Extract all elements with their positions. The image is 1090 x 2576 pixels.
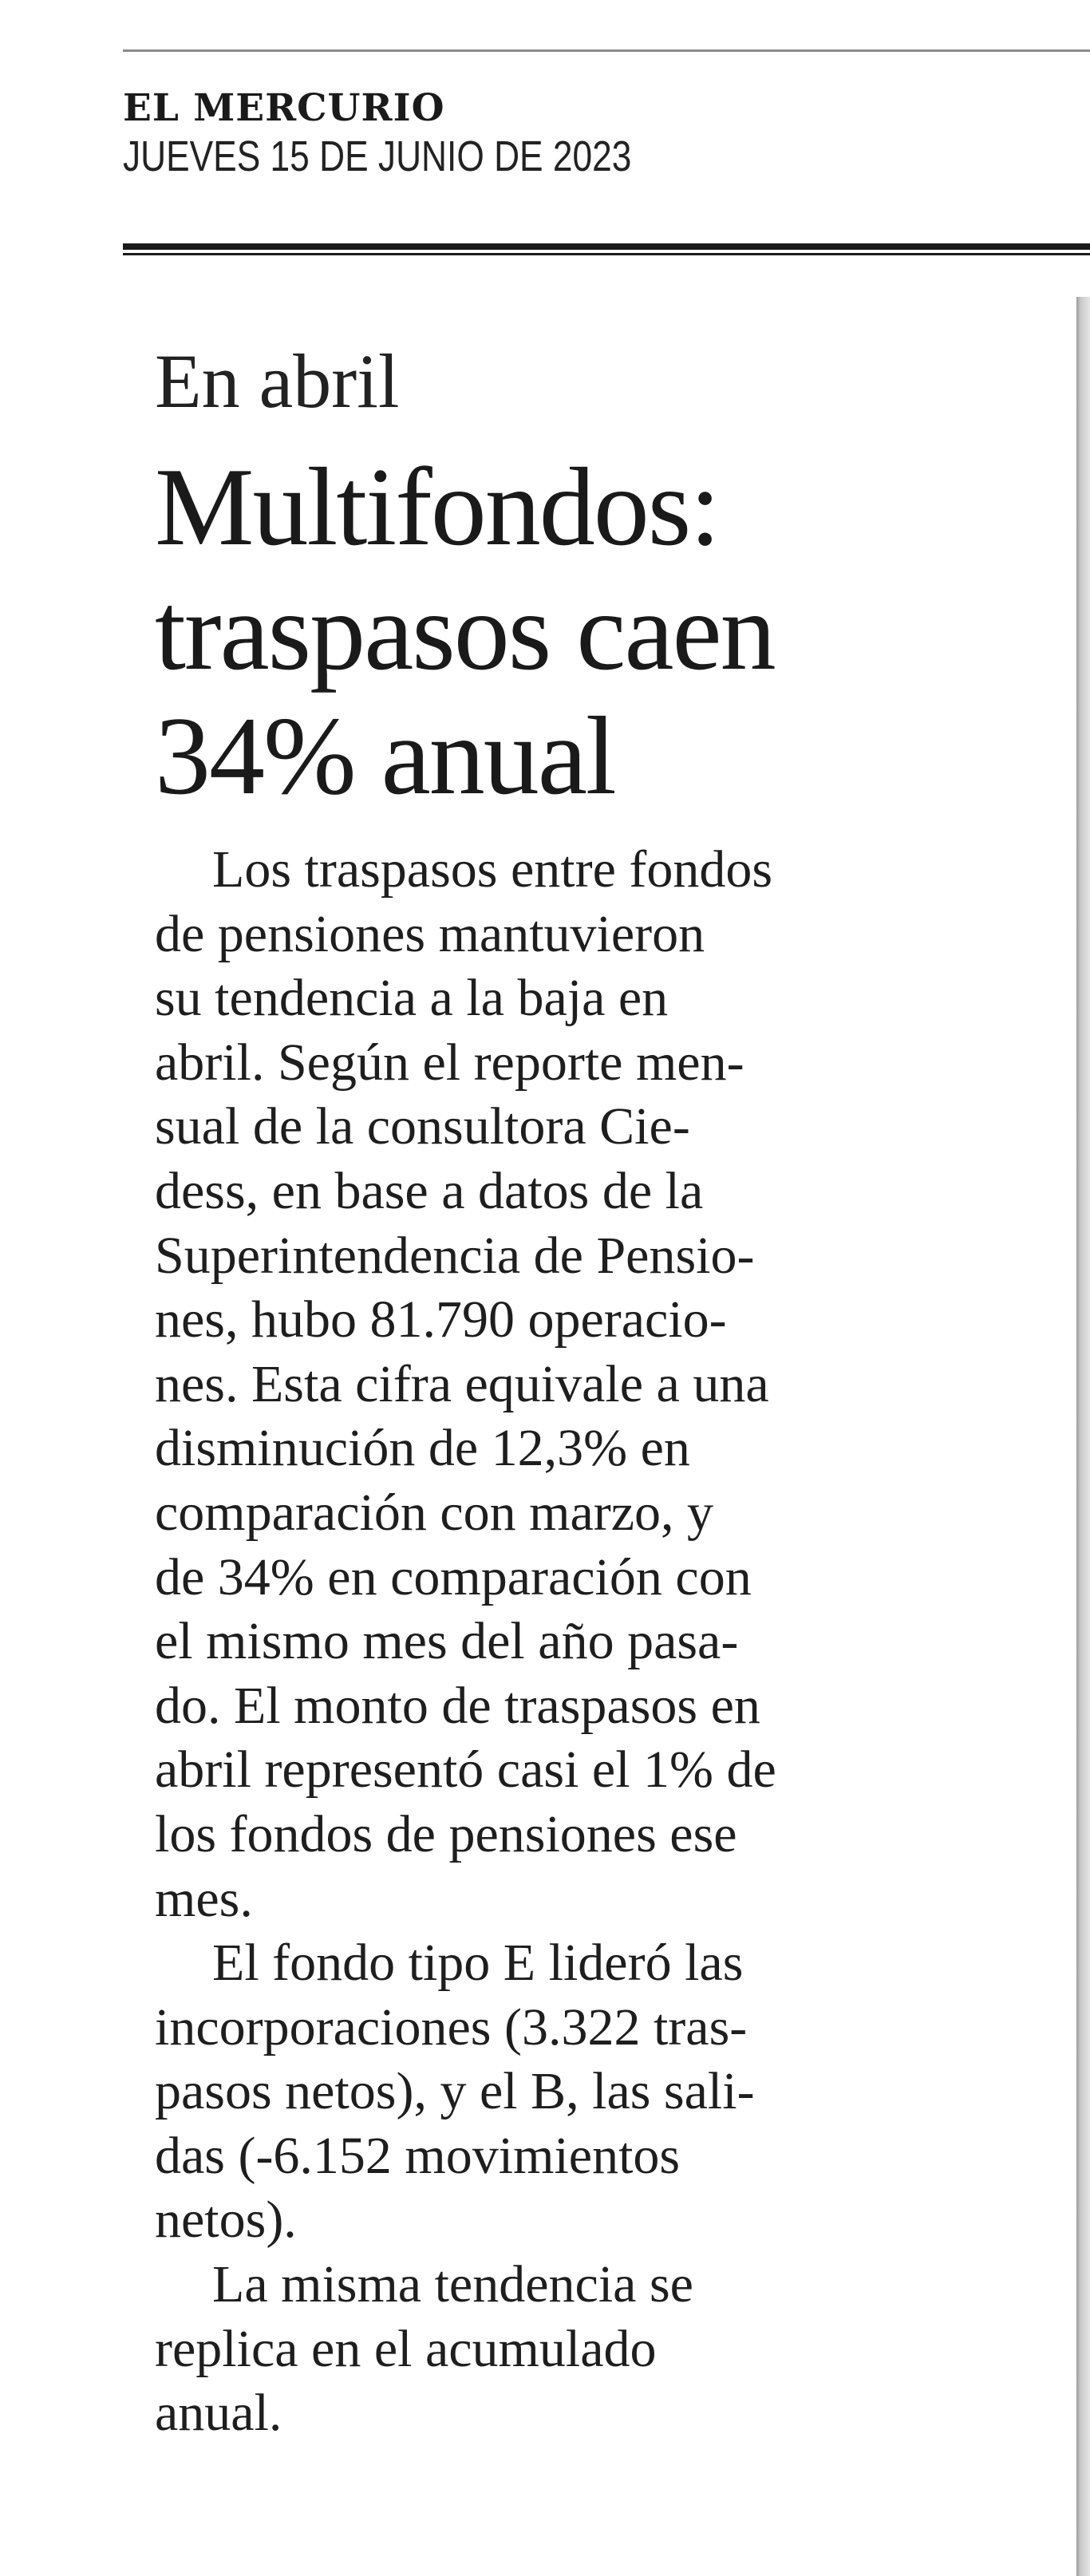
text-line: anual. bbox=[155, 2384, 282, 2443]
headline-line: Multifondos: bbox=[155, 445, 720, 569]
text-line: netos). bbox=[155, 2191, 297, 2250]
newspaper-name: EL MERCURIO bbox=[123, 86, 445, 130]
text-line: das (-6.152 movimientos bbox=[155, 2126, 681, 2185]
headline-line: traspasos caen bbox=[155, 570, 775, 693]
masthead-bottom-rule-thin bbox=[123, 253, 1090, 255]
column-divider bbox=[1076, 297, 1090, 2576]
masthead bbox=[123, 86, 743, 180]
text-line: nes, hubo 81.790 operacio- bbox=[155, 1290, 727, 1349]
body-paragraph bbox=[155, 838, 921, 1931]
body-paragraph bbox=[155, 2253, 921, 2446]
text-line: los fondos de pensiones ese bbox=[155, 1804, 737, 1863]
article-headline bbox=[155, 445, 921, 819]
text-line: abril representó casi el 1% de bbox=[155, 1740, 776, 1800]
text-line: Los traspasos entre fondos bbox=[212, 840, 773, 899]
text-line: La misma tendencia se bbox=[212, 2255, 693, 2314]
masthead-bottom-rule-thick bbox=[123, 243, 1090, 250]
body-paragraph bbox=[155, 1931, 921, 2253]
text-line: de pensiones mantuvieron bbox=[155, 904, 705, 963]
text-line: Superintendencia de Pensio- bbox=[155, 1226, 755, 1285]
text-line: El fondo tipo E lideró las bbox=[212, 1934, 744, 1993]
headline-line: 34% anual bbox=[155, 694, 615, 818]
text-line: incorporaciones (3.322 tras- bbox=[155, 1997, 748, 2056]
text-line: do. El monto de traspasos en bbox=[155, 1676, 760, 1735]
issue-date: JUEVES 15 DE JUNIO DE 2023 bbox=[123, 132, 632, 180]
article-body bbox=[155, 838, 921, 2446]
masthead-top-rule bbox=[123, 49, 1090, 52]
text-line: replica en el acumulado bbox=[155, 2319, 657, 2378]
news-article bbox=[155, 338, 921, 2446]
text-line: su tendencia a la baja en bbox=[155, 969, 669, 1028]
text-line: dess, en base a datos de la bbox=[155, 1161, 704, 1220]
article-kicker: En abril bbox=[155, 338, 400, 424]
text-line: de 34% en comparación con bbox=[155, 1547, 752, 1606]
text-line: el mismo mes del año pasa- bbox=[155, 1612, 739, 1671]
text-line: disminución de 12,3% en bbox=[155, 1419, 690, 1478]
text-line: abril. Según el reporte men- bbox=[155, 1033, 744, 1092]
text-line: comparación con marzo, y bbox=[155, 1483, 714, 1542]
text-line: pasos netos), y el B, las sali- bbox=[155, 2062, 755, 2121]
text-line: mes. bbox=[155, 1869, 253, 1928]
text-line: sual de la consultora Cie- bbox=[155, 1097, 690, 1156]
text-line: nes. Esta cifra equivale a una bbox=[155, 1354, 769, 1413]
